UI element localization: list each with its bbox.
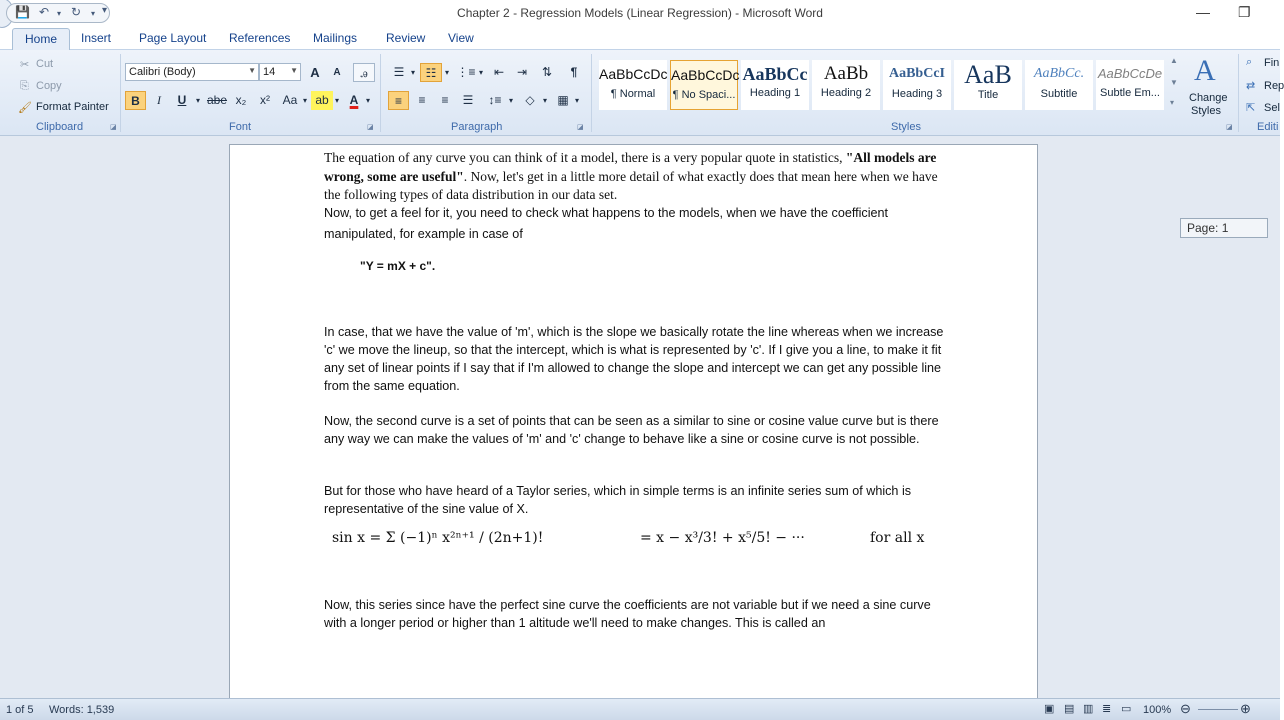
numbering-dropdown-icon[interactable]: ▾: [444, 68, 449, 77]
tab-home[interactable]: Home: [12, 28, 70, 51]
underline-dropdown-icon[interactable]: ▾: [195, 96, 200, 105]
style-title[interactable]: [954, 60, 1022, 110]
page-count[interactable]: 1 of 5: [6, 704, 34, 716]
font-name-combo[interactable]: [125, 63, 259, 81]
paragraph-launcher-icon[interactable]: ◪: [577, 124, 584, 131]
paragraph-feel[interactable]: Now, to get a feel for it, you need to check what happens to the models, when we have the coefficient manipulated, for example in case of: [324, 206, 889, 241]
style-sample: AaBbCcDc: [671, 67, 740, 83]
align-center-icon[interactable]: ≡: [418, 93, 426, 107]
separator: [1238, 54, 1239, 132]
replace-button[interactable]: Rep: [1264, 80, 1284, 92]
borders-dropdown-icon[interactable]: ▾: [574, 96, 579, 105]
bold-quote: "All models are wrong, some are useful": [324, 150, 937, 184]
bullets-icon[interactable]: ☰: [393, 65, 405, 79]
style-name: Subtle Em...: [1100, 87, 1160, 99]
sort-icon[interactable]: ⇅: [541, 65, 553, 79]
separator: [591, 54, 592, 132]
highlight-dropdown-icon[interactable]: ▾: [334, 96, 339, 105]
zoom-slider-track[interactable]: [1198, 709, 1238, 710]
word-count[interactable]: Words: 1,539: [49, 704, 115, 716]
paragraph-group-label: Paragraph: [451, 121, 503, 133]
web-layout-icon[interactable]: ▥: [1083, 703, 1094, 715]
save-icon[interactable]: 💾: [15, 5, 30, 19]
style-name: ¶ Normal: [610, 88, 656, 100]
style-heading-2[interactable]: [812, 60, 880, 110]
zoom-level[interactable]: 100%: [1143, 704, 1172, 716]
font-color-icon[interactable]: A: [349, 93, 359, 107]
redo-dropdown-icon[interactable]: ▾: [91, 9, 96, 18]
full-screen-reading-icon[interactable]: ▤: [1064, 703, 1075, 715]
style-heading-1[interactable]: [741, 60, 809, 110]
separator: [380, 54, 381, 132]
zoom-out-icon[interactable]: ⊖: [1180, 701, 1191, 716]
style-name: Heading 1: [749, 87, 801, 99]
style-subtitle[interactable]: [1025, 60, 1093, 110]
styles-scroll-up-icon[interactable]: ▲: [1170, 56, 1178, 65]
change-case-dropdown-icon[interactable]: ▾: [302, 96, 307, 105]
highlight-icon[interactable]: ab: [311, 91, 333, 110]
line-spacing-icon[interactable]: ↕≡: [488, 93, 502, 107]
shrink-font-icon[interactable]: A: [333, 67, 341, 78]
shading-dropdown-icon[interactable]: ▾: [542, 96, 547, 105]
style-name: Heading 3: [891, 88, 943, 100]
style-name: ¶ No Spaci...: [672, 89, 736, 101]
show-marks-icon[interactable]: ¶: [570, 65, 578, 79]
paragraph-second-curve[interactable]: Now, the second curve is a set of points that can be seen as a similar to sine or cosine value curve but is there any way we can make the values of 'm' and 'c' change to behave like a sine or cosine curve is not possible.: [324, 414, 939, 446]
undo-dropdown-icon[interactable]: ▾: [57, 9, 62, 18]
document-page[interactable]: [229, 144, 1038, 704]
separator: [120, 54, 121, 132]
style-subtle-emphasis[interactable]: [1096, 60, 1164, 110]
change-styles-icon[interactable]: A: [1194, 54, 1216, 87]
align-right-icon[interactable]: ≡: [441, 93, 449, 107]
line-spacing-dropdown-icon[interactable]: ▾: [508, 96, 513, 105]
subscript-button[interactable]: x₂: [235, 93, 247, 107]
style-heading-3[interactable]: [883, 60, 951, 110]
paragraph-taylor[interactable]: But for those who have heard of a Taylor series, which in simple terms is an infinite series sum of which is representative of the sine value of X.: [324, 484, 912, 516]
tab-review[interactable]: Review: [386, 31, 426, 45]
tab-page-layout[interactable]: Page Layout: [139, 31, 207, 45]
style-sample: AaBbCc.: [1033, 66, 1085, 81]
styles-launcher-icon[interactable]: ◪: [1226, 124, 1233, 131]
style-sample: AaBbCcDc: [599, 66, 668, 82]
zoom-in-icon[interactable]: ⊕: [1240, 701, 1251, 716]
tab-insert[interactable]: Insert: [81, 31, 112, 45]
decrease-indent-icon[interactable]: ⇤: [493, 65, 505, 79]
style-sample: AaBb: [823, 63, 869, 84]
cut-button[interactable]: Cut: [36, 58, 54, 70]
superscript-button[interactable]: x²: [260, 93, 270, 107]
tab-references[interactable]: References: [229, 31, 291, 45]
multilevel-list-icon[interactable]: ⋮≡: [456, 65, 476, 79]
font-launcher-icon[interactable]: ◪: [367, 124, 374, 131]
font-color-dropdown-icon[interactable]: ▾: [365, 96, 370, 105]
select-button[interactable]: Sel: [1264, 102, 1280, 114]
align-left-icon[interactable]: ≡: [388, 91, 409, 110]
bullets-dropdown-icon[interactable]: ▾: [410, 68, 415, 77]
cut-icon[interactable]: ✂: [20, 59, 30, 71]
style-name: Subtitle: [1040, 88, 1078, 100]
select-icon[interactable]: ⇱: [1246, 102, 1256, 114]
text-run: . Now, let's get in a little more detail of what exactly does that mean here when we have the following types of data distribution in our data set.: [324, 168, 938, 202]
multilevel-dropdown-icon[interactable]: ▾: [478, 68, 483, 77]
ribbon: [0, 50, 1284, 136]
draft-icon[interactable]: ▭: [1121, 703, 1132, 715]
chevron-down-icon: ▼: [290, 66, 298, 75]
restore-icon[interactable]: ❐: [1238, 4, 1251, 20]
window-title: Chapter 2 - Regression Models (Linear Regression) - Microsoft Word: [457, 6, 823, 20]
page-indicator: Page: 1: [1180, 218, 1268, 238]
paragraph-quote[interactable]: [324, 149, 944, 205]
copy-icon[interactable]: ⎘: [20, 80, 29, 92]
clipboard-group-label: Clipboard: [36, 121, 84, 133]
document-workspace[interactable]: [0, 136, 1280, 698]
italic-button[interactable]: I: [157, 93, 161, 107]
style-name: Heading 2: [820, 87, 872, 99]
underline-button[interactable]: U: [177, 93, 187, 107]
clear-formatting-icon[interactable]: ꭿ: [353, 63, 375, 82]
grow-font-icon[interactable]: A: [310, 65, 320, 80]
styles-group-label: Styles: [891, 121, 921, 133]
customize-qat-icon[interactable]: ▾: [102, 5, 108, 16]
style-normal[interactable]: [599, 60, 667, 110]
style-name: Title: [977, 89, 999, 101]
replace-icon[interactable]: ⇄: [1246, 80, 1256, 92]
tab-view[interactable]: View: [448, 31, 474, 45]
style-sample: AaBbCc: [742, 64, 808, 84]
redo-icon[interactable]: ↻: [71, 5, 82, 19]
font-name-value: Calibri (Body): [129, 66, 196, 78]
font-size-combo[interactable]: [259, 63, 301, 81]
shading-icon[interactable]: ◇: [525, 93, 535, 107]
taylor-formula-expansion: = x − x³/3! + x⁵/5! − ···: [640, 530, 805, 546]
taylor-formula-condition: for all x: [870, 530, 925, 546]
paragraph-slope[interactable]: In case, that we have the value of 'm', which is the slope we basically rotate the line whereas when we increase 'c' we move the lineup, so that the intercept, which is what is represented by 'c'. If I give you a line, to make it fit any set of linear points if I say that if I'm allowed to change the slope and intercept we can get any possible line from the same equation.: [324, 325, 944, 393]
increase-indent-icon[interactable]: ⇥: [516, 65, 528, 79]
equation-line[interactable]: "Y = mX + c".: [360, 259, 436, 273]
styles-scroll-down-icon[interactable]: ▼: [1170, 78, 1178, 87]
numbering-icon[interactable]: ☷: [420, 63, 442, 82]
outline-icon[interactable]: ≣: [1102, 703, 1112, 715]
strikethrough-button[interactable]: abe: [206, 93, 228, 107]
change-case-button[interactable]: Aa: [282, 93, 298, 107]
format-painter-button[interactable]: Format Painter: [36, 101, 109, 113]
status-bar: [0, 698, 1280, 720]
chevron-down-icon: ▼: [248, 66, 256, 75]
styles-more-icon[interactable]: ▾: [1170, 98, 1175, 107]
minimize-icon[interactable]: —: [1196, 4, 1210, 20]
change-styles-button-line1[interactable]: Change: [1189, 92, 1228, 104]
borders-icon[interactable]: ▦: [557, 93, 569, 107]
text-run: The equation of any curve you can think of it a model, there is a very popular quote in statistics,: [324, 150, 843, 165]
find-icon[interactable]: ⌕: [1246, 56, 1253, 68]
style-sample: AaB: [964, 60, 1012, 89]
style-no-spacing[interactable]: [670, 60, 738, 110]
copy-button[interactable]: Copy: [36, 80, 62, 92]
style-sample: AaBbCcI: [888, 66, 945, 81]
font-group-label: Font: [229, 121, 252, 133]
justify-icon[interactable]: ☰: [462, 93, 474, 107]
taylor-formula-left: sin x = Σ (−1)ⁿ x²ⁿ⁺¹ / (2n+1)!: [332, 530, 544, 546]
find-button[interactable]: Fin: [1264, 57, 1280, 69]
undo-icon[interactable]: ↶: [39, 5, 50, 19]
format-painter-icon[interactable]: 🖌: [18, 102, 32, 114]
tab-mailings[interactable]: Mailings: [313, 31, 358, 45]
paragraph-series[interactable]: Now, this series since have the perfect sine curve the coefficients are not variable but if we need a sine curve with a longer period or higher than 1 altitude we'll need to make changes. This is called an: [324, 598, 931, 630]
title-bar: [0, 0, 1280, 28]
ribbon-tabs: [0, 28, 1280, 50]
style-sample: AaBbCcDe: [1097, 66, 1163, 81]
clipboard-launcher-icon[interactable]: ◪: [110, 124, 117, 131]
font-size-value: 14: [263, 66, 276, 78]
print-layout-icon[interactable]: ▣: [1044, 703, 1055, 715]
bold-button[interactable]: B: [125, 91, 146, 110]
editing-group-label: Editi: [1257, 121, 1279, 133]
change-styles-button-line2[interactable]: Styles: [1191, 105, 1221, 117]
